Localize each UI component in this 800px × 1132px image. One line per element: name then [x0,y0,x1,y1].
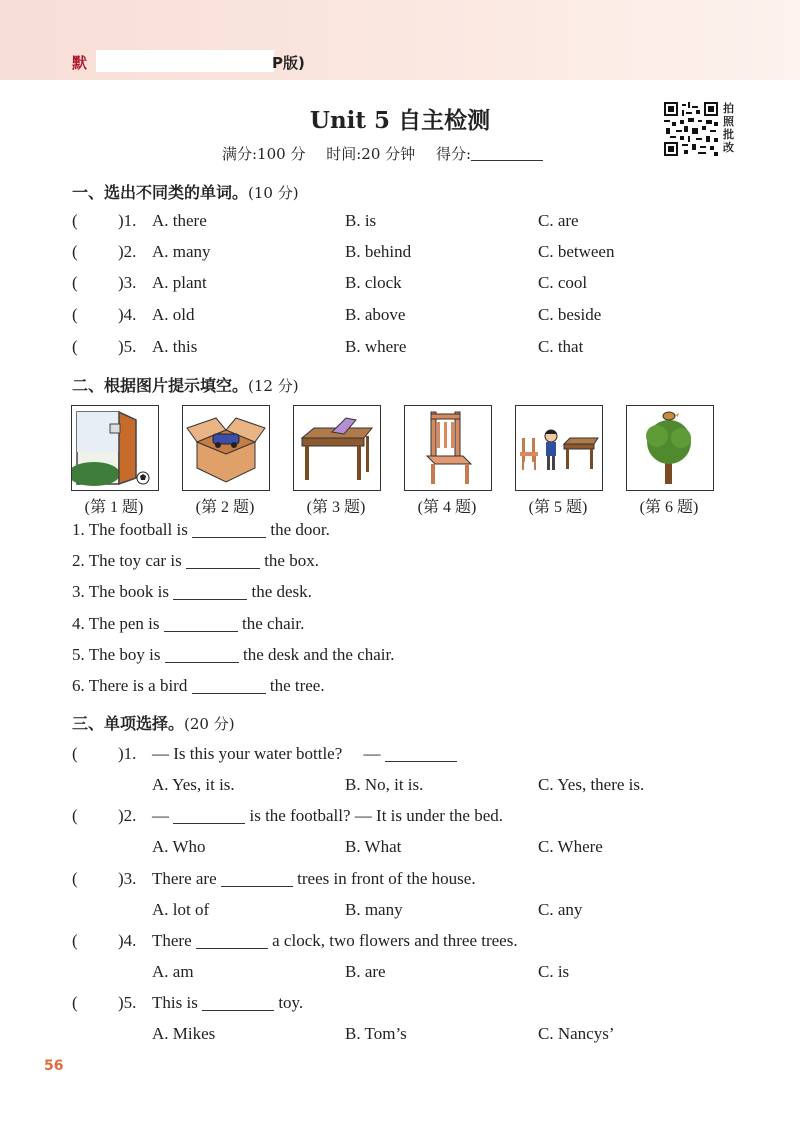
answer-paren[interactable]: ( [72,337,78,356]
question-number: )3. [118,869,137,888]
option-b: B. What [345,837,402,856]
answer-paren[interactable]: ( [72,806,78,825]
section-1-question [0,211,800,235]
section-3-options [0,837,800,861]
option-a: A. Yes, it is. [152,775,235,794]
section-3-options [0,1024,800,1048]
question-text: 2. The toy car is [72,551,182,570]
question-number: )3. [118,273,137,292]
question-text: — Is this your water bottle? [152,744,343,763]
section-3-title: 三、单项选择。 [72,714,185,733]
option-b: B. behind [345,242,412,261]
section-3-options [0,900,800,924]
qr-label-char: 改 [723,141,734,154]
book-desk-picture [293,405,381,491]
section-1-question [0,273,800,297]
question-text-end: a clock, two flowers and three trees. [272,931,518,950]
question-text: 3. The book is [72,582,169,601]
option-a: A. Mikes [152,1024,216,1043]
answer-paren[interactable]: ( [72,869,78,888]
question-text-end: is the football? — It is under the bed. [249,806,504,825]
page-number: 56 [44,1058,64,1074]
section-2-question [0,676,800,700]
section-2-question [0,520,800,544]
option-c: C. is [538,962,570,981]
answer-blank[interactable] [192,678,266,694]
section-2-question [0,614,800,638]
picture-caption: (第 6 题) [639,499,699,516]
option-c: C. that [538,337,584,356]
option-c: C. between [538,242,615,261]
section-3-question [0,744,800,768]
option-b: B. are [345,962,386,981]
answer-paren[interactable]: ( [72,242,78,261]
question-text: This is [152,993,198,1012]
option-a: A. lot of [152,900,210,919]
option-c: C. Yes, there is. [538,775,645,794]
section-2-heading [72,373,299,396]
option-b: B. clock [345,273,402,292]
option-a: A. old [152,305,195,324]
question-number: )4. [118,931,137,950]
option-c: C. are [538,211,579,230]
toy-car-box-picture [182,405,270,491]
question-text: — [152,806,169,825]
option-c: C. Nancys’ [538,1024,615,1043]
section-2-points: (12 分) [248,377,299,395]
option-b: B. No, it is. [345,775,424,794]
answer-paren[interactable]: ( [72,305,78,324]
option-b: B. above [345,305,406,324]
question-text: 4. The pen is [72,614,160,633]
answer-paren[interactable]: ( [72,931,78,950]
option-b: B. many [345,900,403,919]
qr-label-char: 拍 [723,102,734,115]
section-1-question [0,337,800,361]
question-text-end: the desk. [251,582,312,601]
answer-blank[interactable] [186,553,260,569]
answer-blank[interactable] [385,746,457,762]
section-3-question [0,806,800,830]
option-b: B. Tom’s [345,1024,407,1043]
redaction-block [96,50,274,72]
section-1-question [0,242,800,266]
answer-blank[interactable] [165,647,239,663]
answer-paren[interactable]: ( [72,744,78,763]
qr-code-icon[interactable] [664,102,718,156]
score-blank[interactable] [471,146,543,161]
section-3-question [0,869,800,893]
option-a: A. there [152,211,207,230]
question-text: There are [152,869,217,888]
section-2-question [0,645,800,669]
question-number: )2. [118,806,137,825]
section-1-question [0,305,800,329]
question-text-end: trees in front of the house. [297,869,476,888]
question-number: )2. [118,242,137,261]
section-2-question [0,551,800,575]
section-1-title: 一、选出不同类的单词。 [72,183,249,202]
chair-picture [404,405,492,491]
question-number: )1. [118,211,137,230]
section-3-question [0,993,800,1017]
question-text-end: the box. [264,551,319,570]
answer-blank[interactable] [221,871,293,887]
section-2-title: 二、根据图片提示填空。 [72,376,249,395]
picture-caption: (第 2 题) [195,499,255,516]
qr-label [723,102,737,154]
picture-caption: (第 5 题) [528,499,588,516]
section-3-options [0,775,800,799]
qr-label-char: 批 [723,128,734,141]
question-text-end: the door. [270,520,330,539]
question-text-end: the chair. [242,614,305,633]
question-number: )1. [118,744,137,763]
option-a: A. this [152,337,198,356]
door-football-picture [71,405,159,491]
question-text-end: the tree. [269,676,325,695]
question-text-end: — [363,744,381,763]
answer-paren[interactable]: ( [72,993,78,1012]
option-c: C. Where [538,837,603,856]
question-text-end: toy. [278,993,304,1012]
picture-caption: (第 3 题) [306,499,366,516]
answer-blank[interactable] [164,616,238,632]
section-3-options [0,962,800,986]
answer-blank[interactable] [196,933,268,949]
book-series-mark: 默 [72,54,88,72]
full-score: 满分:100 分 [222,145,306,163]
qr-label-char: 照 [723,115,734,128]
option-c: C. any [538,900,583,919]
time-limit: 时间:20 分钟 [326,145,416,163]
answer-blank[interactable] [202,995,274,1011]
option-c: C. beside [538,305,602,324]
section-2-question [0,582,800,606]
option-a: A. am [152,962,194,981]
option-a: A. Who [152,837,206,856]
exam-meta [222,143,543,164]
question-number: )4. [118,305,137,324]
option-c: C. cool [538,273,588,292]
question-text: 6. There is a bird [72,676,188,695]
section-3-points: (20 分) [184,715,235,733]
picture-caption: (第 1 题) [84,499,144,516]
question-text: 5. The boy is [72,645,161,664]
answer-paren[interactable]: ( [72,273,78,292]
score-label: 得分: [435,145,471,163]
answer-blank[interactable] [173,584,247,600]
boy-desk-chair-picture [515,405,603,491]
answer-blank[interactable] [173,808,245,824]
picture-caption: (第 4 题) [417,499,477,516]
option-a: A. many [152,242,211,261]
section-1-heading [72,180,299,203]
question-text-end: the desk and the chair. [242,645,395,664]
page-title: Unit 5 自主检测 [309,107,491,134]
book-edition-label: P版) [272,54,305,72]
section-3-question [0,931,800,955]
section-1-points: (10 分) [248,184,299,202]
question-number: )5. [118,993,137,1012]
question-number: )5. [118,337,137,356]
answer-paren[interactable]: ( [72,211,78,230]
question-text: There [152,931,192,950]
section-3-heading [72,711,235,734]
option-b: B. is [345,211,377,230]
bird-tree-picture [626,405,714,491]
option-b: B. where [345,337,407,356]
option-a: A. plant [152,273,207,292]
question-text: 1. The football is [72,520,188,539]
answer-blank[interactable] [192,522,266,538]
